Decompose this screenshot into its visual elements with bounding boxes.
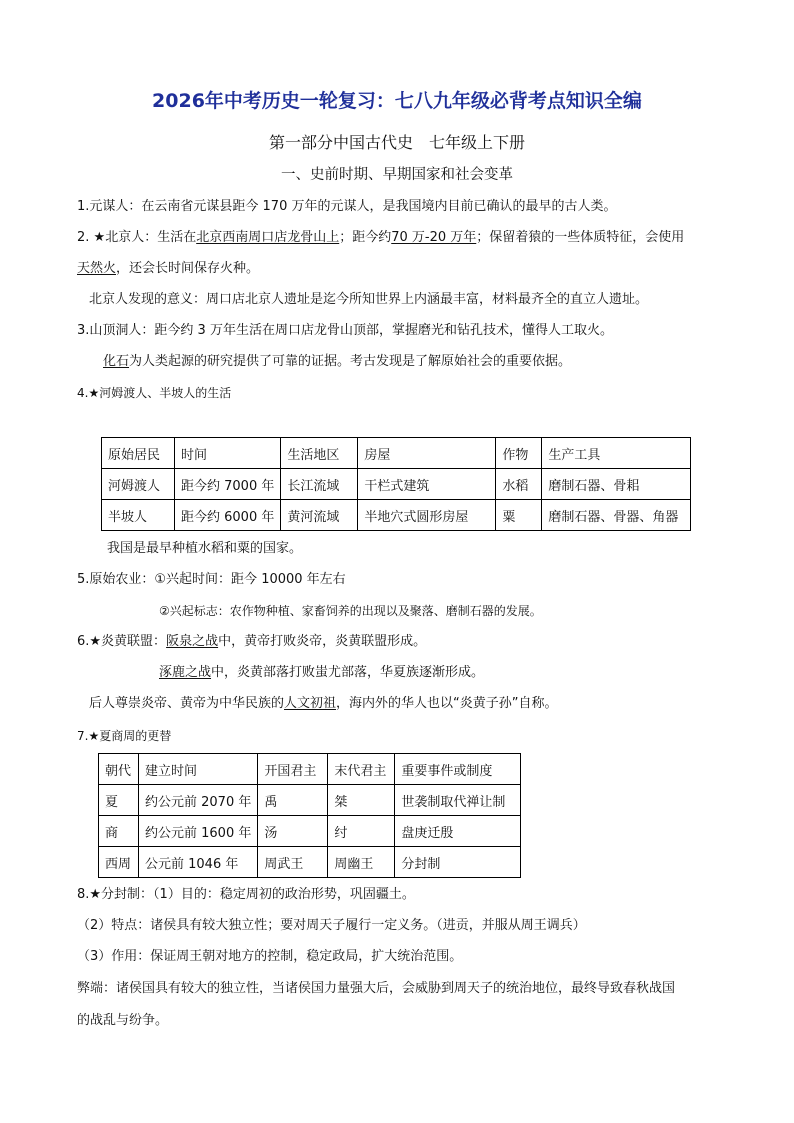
table-cell: 周幽王: [328, 847, 395, 878]
underlined-humanistic-ancestors: 人文初祖: [284, 696, 337, 711]
text-segment: 中，炎黄部落打败蚩尤部落，华夏族逐渐形成。: [211, 665, 485, 680]
underlined-natural-fire: 天然火: [77, 261, 117, 276]
table-row: [102, 469, 691, 500]
paragraph-yanhuang-alliance: [77, 633, 426, 651]
text-segment: 后人尊崇炎帝、黄帝为中华民族的: [89, 696, 285, 711]
paragraph-xia-shang-zhou: 7.★夏商周的更替: [77, 729, 172, 743]
table-cell: 纣: [328, 816, 395, 847]
table-cell: 长江流域: [281, 469, 358, 500]
underlined-date-range: 70 万-20 万年: [391, 230, 477, 245]
table-cell: 周武王: [258, 847, 328, 878]
table-cell: 磨制石器、骨器、角器: [542, 500, 691, 531]
table-header-cell: 重要事件或制度: [395, 754, 521, 785]
table-header-cell: 作物: [496, 438, 542, 469]
table-cell: 西周: [99, 847, 139, 878]
table-cell: 水稻: [496, 469, 542, 500]
table-header-cell: 房屋: [358, 438, 496, 469]
part-heading: 第一部分中国古代史 七年级上下册: [268, 133, 525, 152]
document-title: 2026年中考历史一轮复习：七八九年级必背考点知识全编: [152, 90, 642, 112]
paragraph-peking-man-significance: 北京人发现的意义：周口店北京人遗址是迄今所知世界上内涵最丰富，材料最齐全的直立人遗址。: [89, 292, 649, 307]
table-cell: 约公元前 1600 年: [139, 816, 258, 847]
table-cell: 禹: [258, 785, 328, 816]
table-cell: 夏: [99, 785, 139, 816]
text-segment: 中，黄帝打败炎帝，炎黄联盟形成。: [218, 634, 427, 649]
table-cell: 黄河流域: [281, 500, 358, 531]
paragraph-humanistic-ancestors: [89, 695, 558, 713]
table-dynasties: [98, 753, 521, 878]
table-header-row: [99, 754, 521, 785]
table-row: [102, 500, 691, 531]
table-cell: 桀: [328, 785, 395, 816]
underlined-banquan-battle: 阪泉之战: [166, 634, 219, 649]
table-cell: 公元前 1046 年: [139, 847, 258, 878]
paragraph-zhuolu-battle: [159, 664, 484, 682]
table-header-cell: 生产工具: [542, 438, 691, 469]
paragraph-enfeoffment-drawbacks-cont: 的战乱与纷争。: [77, 1013, 169, 1028]
paragraph-enfeoffment-effects: （3）作用：保证周王朝对地方的控制，稳定政局，扩大统治范围。: [77, 949, 463, 964]
paragraph-hemudu-banpo: 4.★河姆渡人、半坡人的生活: [77, 386, 232, 400]
table-cell: 商: [99, 816, 139, 847]
paragraph-primitive-agriculture: 5.原始农业：①兴起时间：距今 10000 年左右: [77, 572, 346, 587]
table-header-cell: 时间: [175, 438, 281, 469]
table-header-cell: 末代君主: [328, 754, 395, 785]
paragraph-enfeoffment-drawbacks: 弊端：诸侯国具有较大的独立性，当诸侯国力量强大后，会威胁到周天子的统治地位，最终导致春秋战国: [77, 981, 676, 996]
table-cell: 河姆渡人: [102, 469, 175, 500]
table-cell: 约公元前 2070 年: [139, 785, 258, 816]
table-cell: 盘庚迁殷: [395, 816, 521, 847]
table-cell: 粟: [496, 500, 542, 531]
table-header-cell: 建立时间: [139, 754, 258, 785]
table-row: [99, 785, 521, 816]
text-segment: ；距今约: [339, 230, 392, 245]
table-cell: 磨制石器、骨耜: [542, 469, 691, 500]
table-cell: 干栏式建筑: [358, 469, 496, 500]
section-heading: 一、史前时期、早期国家和社会变革: [281, 167, 513, 183]
table-cell: 半坡人: [102, 500, 175, 531]
paragraph-enfeoffment: 8.★分封制：（1）目的：稳定周初的政治形势，巩固疆土。: [77, 887, 415, 902]
table-header-cell: 生活地区: [281, 438, 358, 469]
underlined-location: 北京西南周口店龙骨山上: [196, 230, 340, 245]
table-header-cell: 开国君主: [258, 754, 328, 785]
table-cell: 分封制: [395, 847, 521, 878]
paragraph-agriculture-marks: ②兴起标志：农作物种植、家畜饲养的出现以及聚落、磨制石器的发展。: [159, 604, 542, 618]
text-segment: 为人类起源的研究提供了可靠的证据。考古发现是了解原始社会的重要依据。: [129, 354, 572, 369]
text-segment: 2. ★北京人：生活在: [77, 230, 197, 245]
text-segment: ，海内外的华人也以“炎黄子孙”自称。: [336, 696, 558, 711]
table-cell: 半地穴式圆形房屋: [358, 500, 496, 531]
text-segment: 6.★炎黄联盟：: [77, 634, 167, 649]
table-primitive-residents: [101, 437, 691, 531]
paragraph-fossil: [103, 353, 571, 371]
table-row: [99, 816, 521, 847]
text-segment: ，还会长时间保存火种。: [116, 261, 260, 276]
paragraph-peking-man-cont: [77, 260, 259, 278]
table-cell: 距今约 6000 年: [175, 500, 281, 531]
table-row: [99, 847, 521, 878]
table-cell: 汤: [258, 816, 328, 847]
paragraph-peking-man: [77, 229, 684, 247]
table-header-cell: 朝代: [99, 754, 139, 785]
table-cell: 世袭制取代禅让制: [395, 785, 521, 816]
paragraph-yuanmou: 1.元谋人：在云南省元谋县距今 170 万年的元谋人，是我国境内目前已确认的最早的古人类。: [77, 199, 617, 214]
paragraph-earliest-crops: 我国是最早种植水稻和粟的国家。: [107, 541, 303, 556]
table-cell: 距今约 7000 年: [175, 469, 281, 500]
paragraph-enfeoffment-features: （2）特点：诸侯具有较大独立性；要对周天子履行一定义务。（进贡，并服从周王调兵）: [77, 918, 586, 933]
paragraph-upper-cave-man: 3.山顶洞人：距今约 3 万年生活在周口店龙骨山顶部，掌握磨光和钻孔技术，懂得人工取火。: [77, 323, 613, 338]
table-header-cell: 原始居民: [102, 438, 175, 469]
text-segment: ；保留着猿的一些体质特征，会使用: [476, 230, 685, 245]
underlined-fossil: 化石: [103, 354, 130, 369]
table-header-row: [102, 438, 691, 469]
underlined-zhuolu-battle: 涿鹿之战: [159, 665, 212, 680]
